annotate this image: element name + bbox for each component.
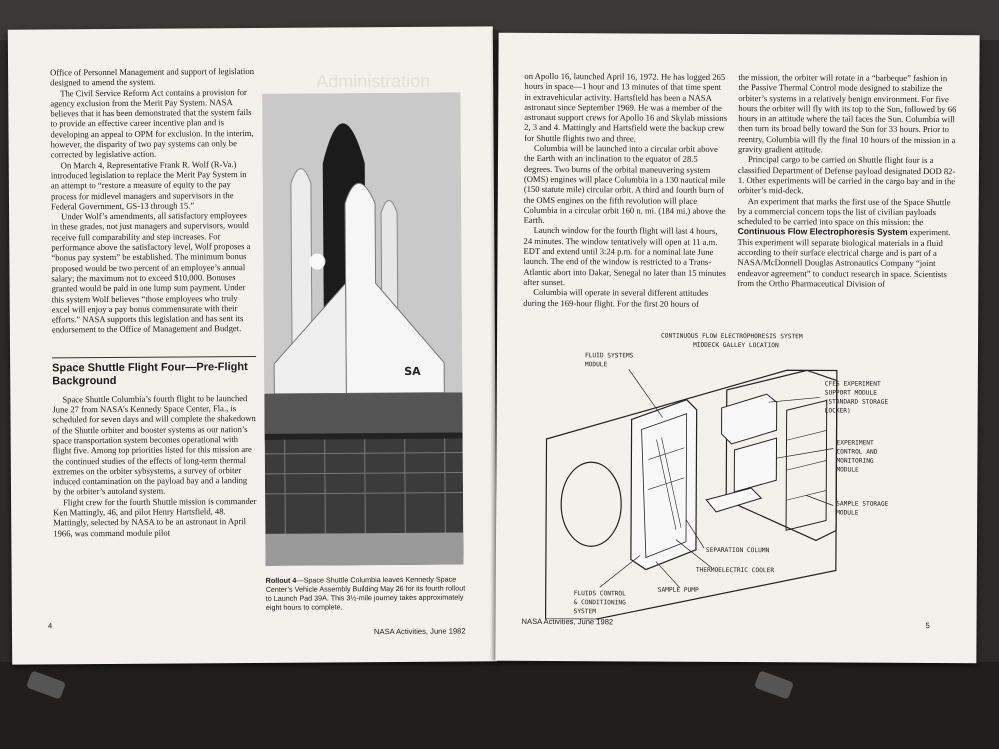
label-cfes-support: (STANDARD STORAGE: [824, 398, 889, 406]
cfes-diagram-drawing: [536, 329, 958, 621]
label-fluid-systems: MODULE: [584, 361, 608, 369]
label-sample-storage: SAMPLE STORAGE: [836, 500, 889, 508]
running-footer: NASA Activities, June 1982: [373, 626, 466, 637]
paragraph: Space Shuttle Columbia’s fourth flight to be launched June 27 from NASA’s Kennedy Space Center, Fla., is scheduled for seven days and will complete the shakedown of the Shuttle orbiter and booster systems as our nation’s space transportation system becomes operational with flight five. Among top priorities listed for this mission are the continued studies of the effects of long-term thermal extremes on the orbiter sybsystems, a survey of orbiter induced contamination on the payload bay and a landing by the orbiter’s autoland system.: [52, 392, 256, 497]
label-sample-storage: MODULE: [836, 509, 859, 517]
paragraph-text: experiment. This experiment will separate biological materials in a fluid according to their surface electrical charge and is part of a NASA/McDonnell Douglas Astronautics Company “joint endeavor agreement” to conduct research in space. Scientists from the Ortho Pharmaceutical Division of: [737, 227, 951, 289]
orbiter-marking: SA: [404, 364, 421, 378]
label-fluids-control: FLUIDS CONTROL: [573, 590, 626, 598]
right-page-column-2: [737, 72, 958, 289]
running-footer: NASA Activities, June 1982: [521, 616, 614, 627]
paragraph-text: An experiment that marks the first use of the Space Shuttle by a commercial concern tops the list of civilian payloads scheduled to be carried into space on this mission: the: [737, 195, 951, 228]
label-control-module: MODULE: [836, 466, 859, 474]
section-rule: [52, 356, 256, 358]
ghost-show-through-heading: Administration: [316, 70, 431, 92]
paragraph: Launch window for the fourth flight will last 4 hours, 24 minutes. The window tentatively will open at 11 a.m. EDT and extend until 3:24 p.m. for a nominal late June launch. The end of the window is restricted to a Trans-Atlantic abort into Dakar, Senegal no later than 15 minutes after sunset.: [523, 225, 726, 288]
caption-lead: Rollout 4: [265, 575, 297, 585]
paragraph: Columbia will operate in several different attitudes during the 169-hour flight. For the first 20 hours of: [523, 287, 709, 309]
paragraph: [737, 196, 957, 290]
label-fluid-systems: FLUID SYSTEMS: [584, 352, 634, 360]
paragraph: Flight crew for the fourth Shuttle mission is commander Ken Mattingly, 46, and pilot Henry Hartsfield, 48. Mattingly, selected by NASA to be an astronaut in April 1966, was command module pilot: [53, 495, 257, 538]
paragraph: On March 4, Representative Frank R. Wolf (R-Va.) introduced legislation to replace the Merit Pay System in an attempt to “restore a measure of equity to the pay process for midlevel managers and supervisors in the Federal Government, GS-13 through 15.”: [50, 158, 247, 212]
right-page: [495, 33, 979, 664]
label-control-module: CONTROL AND: [836, 448, 878, 456]
label-sample-pump: SAMPLE PUMP: [657, 586, 699, 594]
cfes-diagram: [536, 329, 958, 621]
page-number: 5: [925, 620, 930, 631]
paragraph: Under Wolf’s amendments, all satisfactory employees in these grades, not just managers and supervisors, would receive full comparability and step increases. For performance above the satisfactory level, Wolf proposes a “bonus pay system” be established. The minimum bonus proposed would be two percent of an employee’s annual salary; the maximum not to exceed $10,000. Bonuses granted would be paid in one lump sum payment. Under this system Wolf believes “those employees who truly excel will enjoy a pay bonus commensurate with their efforts.” NASA supports this legislation and has sent its endorsement to the Office of Management and Budget.: [51, 210, 251, 335]
photo-caption: [266, 575, 466, 612]
table-surface: [0, 662, 999, 749]
label-thermoelectric-cooler: THERMOELECTRIC COOLER: [695, 566, 775, 575]
label-cfes-support: LOCKER): [824, 407, 851, 415]
paragraph: on Apollo 16, launched April 16, 1972. He has logged 265 hours in space—1 hour and 13 minutes of that time spent in extravehicular activity. Hartsfield has been a NASA astronaut since September 1969. He was a member of the astronaut support crews for Apollo 16 and Skylab missions 2, 3 and 4. Mattingly and Hartsfield were the backup crew for Shuttle flights two and three.: [524, 70, 728, 144]
paragraph: The Civil Service Reform Act contains a provision for agency exclusion from the Merit Pay System. NASA believes that it has been demonstrated that the system fails to provide an effective career incentive plan and is developing an appeal to OPM for exclusion. In the interim, however, the disparity of two pay systems can only be corrected by legislative action.: [50, 86, 254, 160]
diagram-subtitle: MIDDECK GALLEY LOCATION: [692, 341, 779, 350]
paragraph: the mission, the orbiter will rotate in a “barbeque” fashion in the Passive Thermal Control mode designed to stabilize the orbiter’s systems in a relatively benign environment. For five hours the orbiter will fly with its top to the Sun, followed by 66 hours in an attitude where the tail faces the Sun. Columbia will then turn its broad belly toward the Sun for 33 hours. Prior to reentry, Columbia will fly the final 10 hours of the mission in a gravity gradient attitude.: [738, 72, 957, 155]
left-page-column: [50, 66, 257, 538]
label-cfes-support: CFES EXPERIMENT: [824, 380, 881, 388]
left-page: [8, 26, 497, 664]
paragraph: Office of Personnel Management and support of legislation designed to amend the system.: [50, 65, 255, 88]
section-heading: Space Shuttle Flight Four—Pre-Flight Background: [52, 360, 248, 388]
label-fluids-control: & CONDITIONING: [573, 599, 626, 607]
label-control-module: MONITORING: [836, 457, 874, 465]
shuttle-rollout-photo: [262, 93, 463, 566]
shuttle-illustration: [262, 93, 463, 566]
page-number: 4: [47, 621, 53, 631]
diagram-title: CONTINUOUS FLOW ELECTROPHORESIS SYSTEM: [661, 332, 803, 341]
label-fluids-control: SYSTEM: [573, 608, 596, 616]
right-page-column-1: [523, 71, 728, 309]
experiment-name: Continuous Flow Electrophoresis System: [737, 226, 908, 238]
label-control-module: EXPERIMENT: [836, 439, 874, 447]
caption-text: —Space Shuttle Columbia leaves Kennedy Space Center’s Vehicle Assembly Building May 26 for its fourth rollout to Launch Pad 39A. This 3½-mile journey takes approximately eight hours to complete.: [265, 574, 466, 612]
label-separation-column: SEPARATION COLUMN: [705, 546, 770, 555]
paragraph: Principal cargo to be carried on Shuttle flight four is a classified Department of Defense payload designated DOD 82-1. Other experiments will be carried in the cargo bay and in the orbiter’s mid-deck.: [737, 154, 956, 196]
label-cfes-support: SUPPORT MODULE: [824, 389, 877, 397]
paragraph: Columbia will be launched into a circular orbit above the Earth with an inclination to the equator of 28.5 degrees. Two burns of the orbital maneuvering system (OMS) engines will place Columbia in a 130 nautical mile (150 statute mile) circular orbit. A third and fourth burn of the OMS engines on the fifth revolution will place Columbia in a circular orbit 160 n. mi. (184 mi.) above the Earth.: [523, 143, 726, 226]
